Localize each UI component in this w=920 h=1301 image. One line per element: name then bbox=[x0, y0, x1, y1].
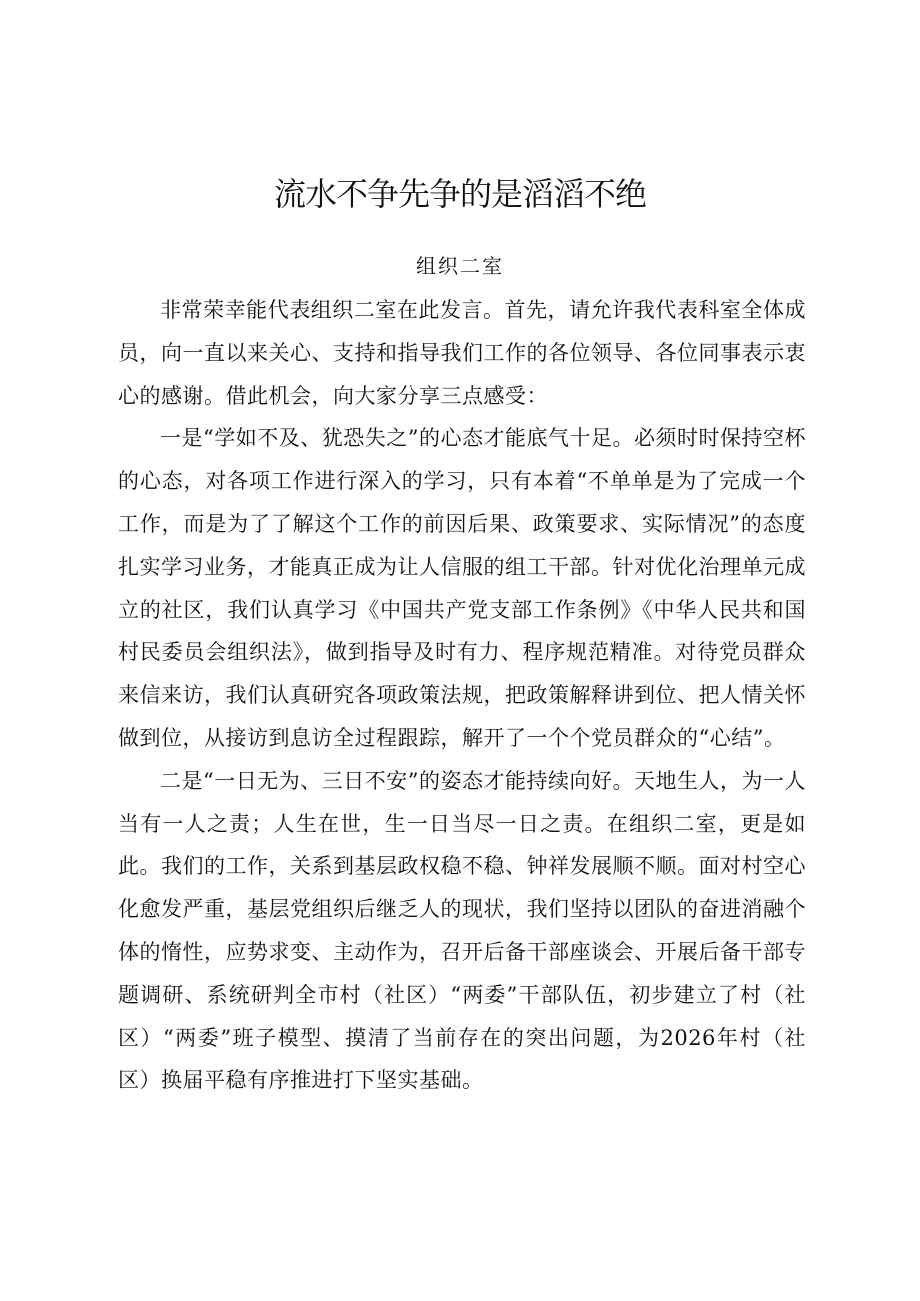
author-line: 组织二室 bbox=[416, 254, 504, 278]
paragraph-point-one: 一是“学如不及、犹恐失之”的心态才能底气十足。必须时时保持空杯的心态，对各项工作进行深入的学习，只有本着“不单单是为了完成一个工作，而是为了了解这个工作的前因后果、政策要求、实际情况”的态度扎实学习业务，才能真正成为让人信服的组工干部。针对优化治理单元成立的社区，我们认真学习《中国共产党支部工作条例》《中华人民共和国村民委员会组织法》，做到指导及时有力、程序规范精准。对待党员群众来信来访，我们认真研究各项政策法规，把政策解释讲到位、把人情关怀做到位，从接访到息访全过程跟踪，解开了一个个党员群众的“心结”。 bbox=[118, 426, 806, 750]
paragraph-point-two: 二是“一日无为、三日不安”的姿态才能持续向好。天地生人，为一人当有一人之责；人生在世，生一日当尽一日之责。在组织二室，更是如此。我们的工作，关系到基层政权稳不稳、钟祥发展顺不顺。面对村空心化愈发严重，基层党组织后继乏人的现状，我们坚持以团队的奋进消融个体的惰性，应势求变、主动作为，召开后备干部座谈会、开展后备干部专题调研、系统研判全市村（社区）“两委”干部队伍，初步建立了村（社区）“两委”班子模型、摸清了当前存在的突出问题，为2026年村（社区）换届平稳有序推进打下坚实基础。 bbox=[118, 768, 806, 1093]
document-body bbox=[118, 289, 806, 1102]
paragraph-intro: 非常荣幸能代表组织二室在此发言。首先，请允许我代表科室全体成员，向一直以来关心、支持和指导我们工作的各位领导、各位同事表示衷心的感谢。借此机会，向大家分享三点感受： bbox=[118, 298, 806, 408]
document-title: 流水不争先争的是滔滔不绝 bbox=[273, 175, 646, 213]
